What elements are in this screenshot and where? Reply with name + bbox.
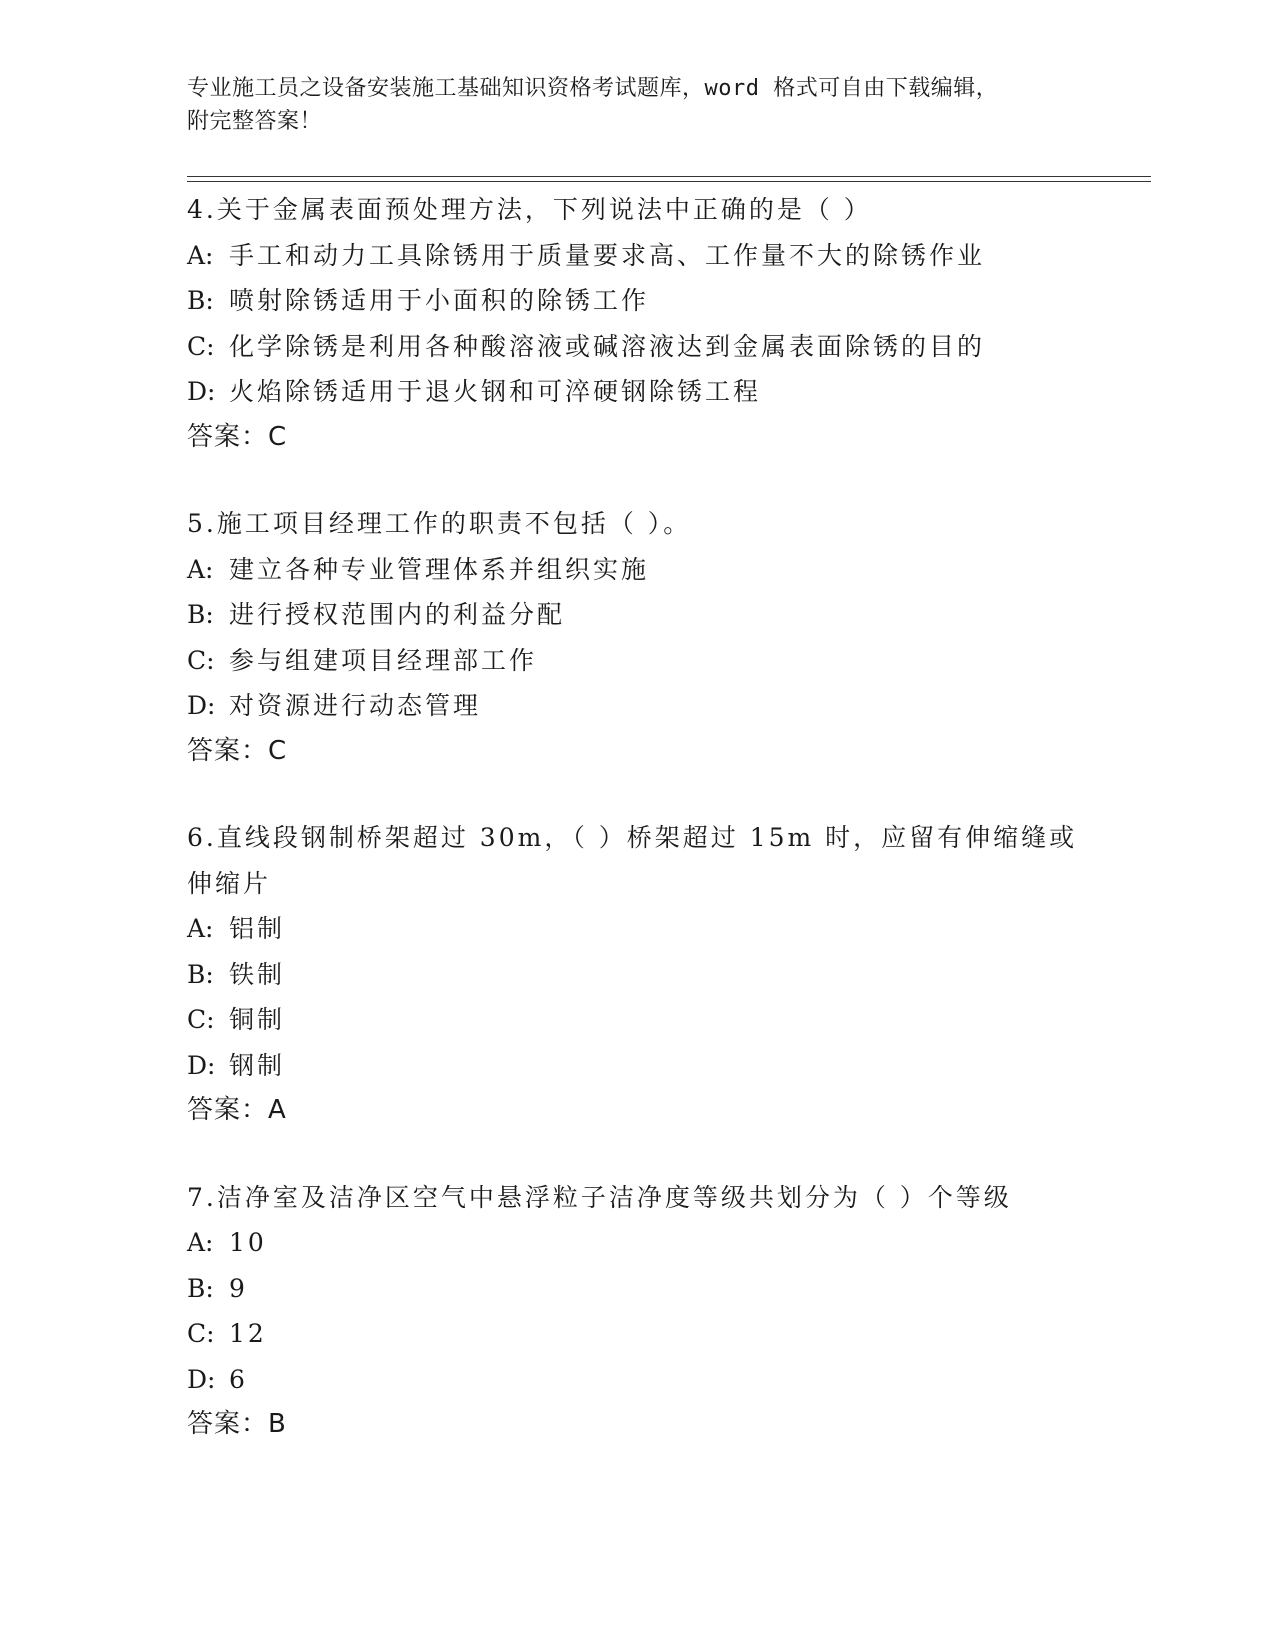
option-a: [187, 1220, 1087, 1266]
option-text: 参与组建项目经理部工作: [229, 645, 538, 675]
option-letter: A:: [187, 554, 214, 584]
option-a: [187, 233, 1087, 279]
option-text: 6: [229, 1364, 248, 1394]
option-letter: A:: [187, 914, 214, 943]
option-c: [187, 638, 1087, 684]
option-d: [187, 369, 1087, 415]
question-6: [187, 815, 1087, 1134]
option-b: [187, 278, 1087, 324]
answer: 答案：A: [187, 1095, 287, 1125]
option-a: [187, 906, 1087, 952]
question-list: [187, 187, 1087, 1448]
option-b: [187, 1266, 1087, 1312]
option-letter: A:: [187, 1228, 214, 1257]
option-c: [187, 324, 1087, 370]
option-text: 10: [229, 1228, 267, 1257]
option-letter: D:: [187, 1364, 216, 1394]
option-c: [187, 1311, 1087, 1357]
option-a: [187, 547, 1087, 593]
option-letter: D:: [187, 691, 216, 720]
option-letter: C:: [187, 645, 215, 675]
question-stem: 4.关于金属表面预处理方法，下列说法中正确的是（ ）: [187, 195, 872, 224]
header-divider-bottom: [187, 181, 1151, 182]
option-letter: A:: [187, 240, 214, 270]
option-text: 铜制: [229, 1005, 286, 1034]
header-line-2: 附完整答案！: [187, 109, 323, 134]
option-letter: C:: [187, 1319, 215, 1348]
question-stem: 5.施工项目经理工作的职责不包括（ ）。: [187, 509, 692, 538]
option-text: 建立各种专业管理体系并组织实施: [229, 554, 650, 584]
option-letter: C:: [187, 1005, 215, 1034]
question-stem: 6.直线段钢制桥架超过 30m，（ ）桥架超过 15m 时，应留有伸缩缝或: [187, 823, 1078, 852]
question-stem: 7.洁净室及洁净区空气中悬浮粒子洁净度等级共划分为（ ）个等级: [187, 1182, 1012, 1212]
option-d: [187, 1043, 1087, 1089]
option-text: 火焰除锈适用于退火钢和可淬硬钢除锈工程: [229, 377, 762, 406]
question-5: [187, 501, 1087, 774]
option-text: 化学除锈是利用各种酸溶液或碱溶液达到金属表面除锈的目的: [229, 331, 986, 361]
option-letter: B:: [187, 959, 214, 989]
option-b: [187, 592, 1087, 638]
question-4: [187, 187, 1087, 460]
question-spacer: [187, 1134, 1087, 1175]
option-text: 12: [229, 1319, 267, 1348]
header-divider-top: [187, 176, 1151, 177]
question-spacer: [187, 774, 1087, 815]
answer: 答案：C: [187, 421, 288, 452]
option-text: 对资源进行动态管理: [229, 691, 482, 720]
option-c: [187, 997, 1087, 1043]
option-letter: B:: [187, 286, 214, 315]
option-letter: D:: [187, 1050, 216, 1080]
document-header: [187, 72, 1067, 138]
option-text: 9: [229, 1273, 248, 1303]
option-d: [187, 1357, 1087, 1403]
question-stem-continued: 伸缩片: [187, 868, 272, 898]
answer: 答案：C: [187, 735, 288, 766]
answer: 答案：B: [187, 1409, 287, 1439]
option-d: [187, 683, 1087, 729]
option-text: 手工和动力工具除锈用于质量要求高、工作量不大的除锈作业: [229, 240, 986, 270]
question-spacer: [187, 460, 1087, 501]
option-text: 铁制: [229, 959, 286, 989]
header-line-1: 专业施工员之设备安装施工基础知识资格考试题库，word 格式可自由下载编辑，: [187, 76, 999, 101]
option-text: 钢制: [229, 1050, 286, 1080]
option-letter: D:: [187, 377, 216, 406]
option-letter: C:: [187, 331, 215, 361]
question-7: [187, 1175, 1087, 1448]
option-letter: B:: [187, 1273, 214, 1303]
option-text: 铝制: [229, 914, 286, 943]
option-text: 喷射除锈适用于小面积的除锈工作: [229, 286, 650, 315]
option-letter: B:: [187, 600, 214, 629]
option-b: [187, 952, 1087, 998]
option-text: 进行授权范围内的利益分配: [229, 600, 566, 629]
